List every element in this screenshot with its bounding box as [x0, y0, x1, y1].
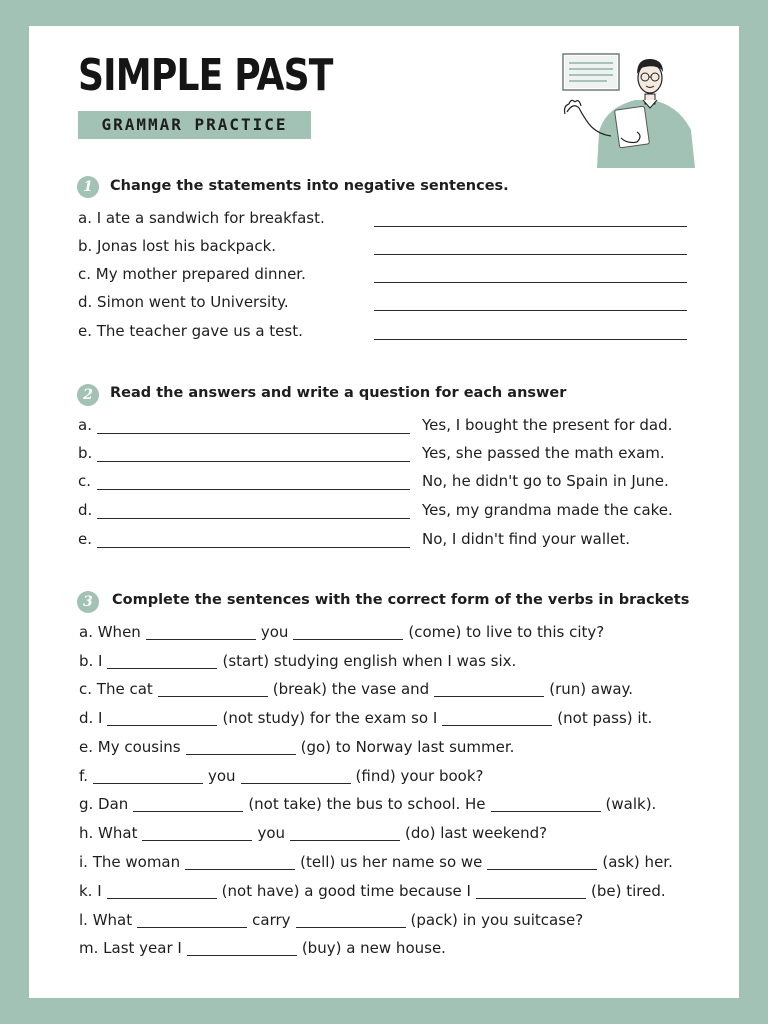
section-3-heading: Complete the sentences with the correct form of the verbs in brackets [112, 592, 690, 608]
row-text: h. What [79, 824, 138, 842]
row-text: (pack) in you suitcase? [410, 911, 584, 929]
fill-in-blank[interactable] [93, 767, 203, 784]
answer-line[interactable] [374, 282, 687, 283]
question-line[interactable] [97, 461, 410, 462]
exercise-row [79, 792, 656, 814]
section-2-answer: Yes, she passed the math exam. [422, 444, 665, 462]
section-1-item: e. The teacher gave us a test. [78, 322, 303, 340]
answer-line[interactable] [374, 339, 687, 340]
row-text: a. When [79, 623, 141, 641]
row-text: k. I [79, 882, 102, 900]
fill-in-blank[interactable] [142, 824, 252, 841]
row-text: (come) to live to this city? [408, 623, 605, 641]
row-text: (tell) us her name so we [300, 853, 483, 871]
row-text: (break) the vase and [272, 680, 430, 698]
row-text: m. Last year I [79, 939, 182, 957]
exercise-row [79, 908, 583, 930]
row-text: d. I [79, 709, 103, 727]
exercise-row [79, 677, 633, 699]
section-2-letter: d. [78, 501, 93, 519]
row-text: (find) your book? [355, 767, 484, 785]
exercise-row [79, 821, 547, 843]
row-text: you [260, 623, 289, 641]
fill-in-blank[interactable] [476, 882, 586, 899]
answer-line[interactable] [374, 310, 687, 311]
exercise-row [79, 936, 446, 958]
section-2-number-badge: 2 [77, 384, 99, 406]
fill-in-blank[interactable] [107, 882, 217, 899]
section-1-item: a. I ate a sandwich for breakfast. [78, 209, 325, 227]
row-text: (ask) her. [602, 853, 673, 871]
section-2-answer: No, I didn't find your wallet. [422, 530, 631, 548]
exercise-row [79, 764, 484, 786]
fill-in-blank[interactable] [107, 709, 217, 726]
section-1-item: d. Simon went to University. [78, 293, 289, 311]
section-2-answer: Yes, my grandma made the cake. [422, 501, 673, 519]
row-text: (not take) the bus to school. He [248, 795, 486, 813]
section-2-letter: b. [78, 444, 93, 462]
fill-in-blank[interactable] [290, 824, 400, 841]
exercise-row [79, 620, 604, 642]
row-text: (not study) for the exam so I [222, 709, 438, 727]
row-text: (be) tired. [590, 882, 666, 900]
section-1-item: c. My mother prepared dinner. [78, 265, 306, 283]
row-text: you [207, 767, 236, 785]
whiteboard-icon [563, 54, 619, 90]
question-line[interactable] [97, 518, 410, 519]
exercise-row [79, 649, 516, 671]
section-2-answer: No, he didn't go to Spain in June. [422, 472, 669, 490]
row-text: l. What [79, 911, 133, 929]
exercise-row [79, 735, 514, 757]
fill-in-blank[interactable] [133, 795, 243, 812]
page-title: SIMPLE PAST [78, 50, 333, 101]
row-text: (not pass) it. [557, 709, 653, 727]
section-1-number-badge: 1 [77, 176, 99, 198]
section-2-letter: e. [78, 530, 92, 548]
row-text: b. I [79, 652, 103, 670]
teacher-illustration [557, 50, 697, 168]
section-2-letter: c. [78, 472, 92, 490]
row-text: f. [79, 767, 88, 785]
section-1-item: b. Jonas lost his backpack. [78, 237, 277, 255]
row-text: you [257, 824, 286, 842]
answer-line[interactable] [374, 226, 687, 227]
question-line[interactable] [97, 433, 410, 434]
section-1-heading: Change the statements into negative sentences. [110, 178, 509, 194]
section-2-heading: Read the answers and write a question for each answer [110, 385, 567, 401]
fill-in-blank[interactable] [442, 709, 552, 726]
question-line[interactable] [97, 547, 410, 548]
section-2-answer: Yes, I bought the present for dad. [422, 416, 673, 434]
fill-in-blank[interactable] [293, 623, 403, 640]
row-text: (start) studying english when I was six. [222, 652, 517, 670]
fill-in-blank[interactable] [296, 911, 406, 928]
fill-in-blank[interactable] [491, 795, 601, 812]
row-text: i. The woman [79, 853, 181, 871]
row-text: (buy) a new house. [301, 939, 446, 957]
row-text: carry [252, 911, 291, 929]
fill-in-blank[interactable] [107, 652, 217, 669]
exercise-row [79, 879, 666, 901]
row-text: (walk). [605, 795, 657, 813]
exercise-row [79, 850, 673, 872]
exercise-row [79, 706, 652, 728]
fill-in-blank[interactable] [186, 738, 296, 755]
fill-in-blank[interactable] [185, 853, 295, 870]
fill-in-blank[interactable] [146, 623, 256, 640]
page-subtitle: GRAMMAR PRACTICE [101, 115, 288, 134]
fill-in-blank[interactable] [158, 680, 268, 697]
subtitle-banner [78, 111, 311, 139]
section-2-letter: a. [78, 416, 92, 434]
row-text: e. My cousins [79, 738, 181, 756]
fill-in-blank[interactable] [487, 853, 597, 870]
fill-in-blank[interactable] [434, 680, 544, 697]
row-text: (not have) a good time because I [221, 882, 471, 900]
fill-in-blank[interactable] [241, 767, 351, 784]
question-line[interactable] [97, 489, 410, 490]
row-text: (run) away. [549, 680, 634, 698]
answer-line[interactable] [374, 254, 687, 255]
row-text: g. Dan [79, 795, 129, 813]
fill-in-blank[interactable] [137, 911, 247, 928]
row-text: (go) to Norway last summer. [300, 738, 515, 756]
row-text: c. The cat [79, 680, 153, 698]
fill-in-blank[interactable] [187, 939, 297, 956]
section-3-number-badge: 3 [77, 591, 99, 613]
row-text: (do) last weekend? [405, 824, 548, 842]
